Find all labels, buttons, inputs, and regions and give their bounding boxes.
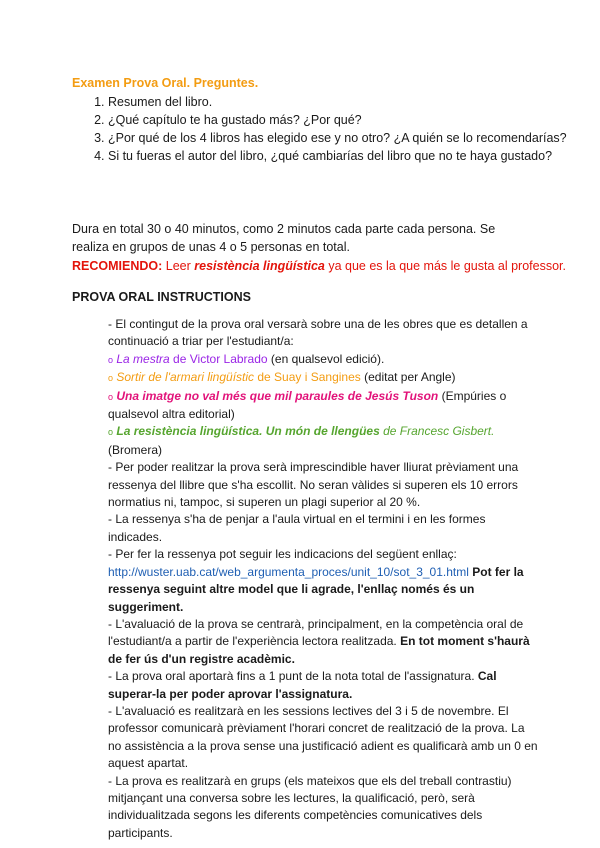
bullet-icon: o — [108, 354, 114, 365]
book-author: de Francesc Gisbert. — [379, 424, 495, 439]
question-item: 2. ¿Qué capítulo te ha gustado más? ¿Por qué? — [108, 111, 568, 129]
book-title: Una imatge no val més que mil paraules de Jesús Tuson — [116, 388, 439, 403]
book-item-imatge — [108, 388, 538, 424]
instructions-title: PROVA ORAL INSTRUCTIONS — [72, 290, 251, 304]
bullet-icon: o — [108, 373, 114, 384]
duration-paragraph: Dura en total 30 o 40 minutos, como 2 minutos cada parte cada persona. Se realiza en grupos de unas 4 o 5 personas en total. — [72, 222, 496, 254]
book-edition: (en qualsevol edició). — [267, 351, 385, 366]
book-item-armari — [108, 369, 538, 387]
question-item: 1. Resumen del libro. — [108, 93, 568, 111]
book-author: de Victor Labrado — [169, 351, 268, 366]
book-title: La resistència lingüística. Un món de llengües — [116, 424, 380, 439]
review-guide-link[interactable]: http://wuster.uab.cat/web_argumenta_proces/unit_10/sot_3_01.html — [108, 564, 469, 579]
book-edition: (Empúries o qualsevol altra editorial) — [108, 388, 507, 422]
questions-list — [72, 93, 568, 165]
recommendation-text-before: Leer — [162, 259, 195, 273]
grade-text: - La prova oral aportarà fins a 1 punt de la nota total de l'assignatura. — [108, 669, 475, 684]
recommendation-text-after: ya que es la que más le gusta al professor. — [324, 259, 566, 273]
exam-heading: Examen Prova Oral. Preguntes. — [72, 76, 259, 90]
instruction-link-paragraph — [108, 546, 538, 616]
book-item-mestra — [108, 351, 538, 369]
bullet-icon: o — [108, 427, 114, 438]
instruction-content: - El contingut de la prova oral versarà sobre una de les obres que es detallen a continuació a triar per l'estudiant/a: — [108, 317, 528, 349]
instruction-upload: - La ressenya s'ha de penjar a l'aula virtual en el termini i en les formes indicades. — [108, 512, 486, 544]
evaluation-text: - L'avaluació de la prova se centrarà, principalment, en la competència oral de l'estudiant/a a partir de l'experiència lectora realitzada. — [108, 616, 524, 649]
book-title: La mestra — [116, 351, 170, 366]
link-intro: - Per fer la ressenya pot seguir les indicacions del següent enllaç: — [108, 547, 457, 562]
link-note: Pot fer la ressenya seguint altre model que li agrade, l'enllaç només és un suggeriment. — [108, 564, 524, 614]
bullet-icon: o — [108, 391, 114, 402]
recommendation-label: RECOMIENDO: — [72, 259, 163, 273]
evaluation-note: En tot moment s'haurà de fer ús d'un registre acadèmic. — [108, 634, 530, 666]
question-item: 3. ¿Por qué de los 4 libros has elegido ese y no otro? ¿A quién se lo recomendarías? — [108, 129, 568, 147]
book-edition: (editat per Angle) — [360, 370, 456, 385]
grade-note: Cal superar-la per poder aprovar l'assignatura. — [108, 669, 497, 701]
book-item-resistencia — [108, 423, 538, 459]
question-item: 4. Si tu fueras el autor del libro, ¿qué cambiarías del libro que no te haya gustado? — [108, 147, 568, 165]
instruction-schedule: - L'avaluació es realitzarà en les sessions lectives del 3 i 5 de novembre. El professor comunicarà prèviament l'horari concret de realització de la prova. La no assistència a la prova sense una justificació adient es qualificarà amb un 0 en aquest apartat. — [108, 703, 538, 771]
instruction-groups: - La prova es realitzarà en grups (els mateixos que els del treball contrastiu) mitjançant una conversa sobre les lectures, la qualificació, però, serà individualitzada segons les diferents competències comunicatives dels participants. — [108, 773, 512, 840]
instruction-review: - Per poder realitzar la prova serà imprescindible haver lliurat prèviament una ressenya del llibre que s'ha escollit. No seran vàlides si superen els 10 errors normatius ni, tampoc, si superen un plagi superior al 20 %. — [108, 460, 519, 510]
instruction-evaluation — [108, 616, 538, 668]
book-title: Sortir de l'armari lingüístic — [116, 370, 255, 385]
recommendation-book: resistència lingüística — [194, 259, 325, 273]
book-author: de Suay i Sangines — [254, 370, 361, 385]
instructions-block — [108, 316, 538, 842]
book-edition: (Bromera) — [108, 442, 163, 457]
instruction-grade — [108, 668, 538, 703]
recommendation-line — [72, 257, 566, 275]
